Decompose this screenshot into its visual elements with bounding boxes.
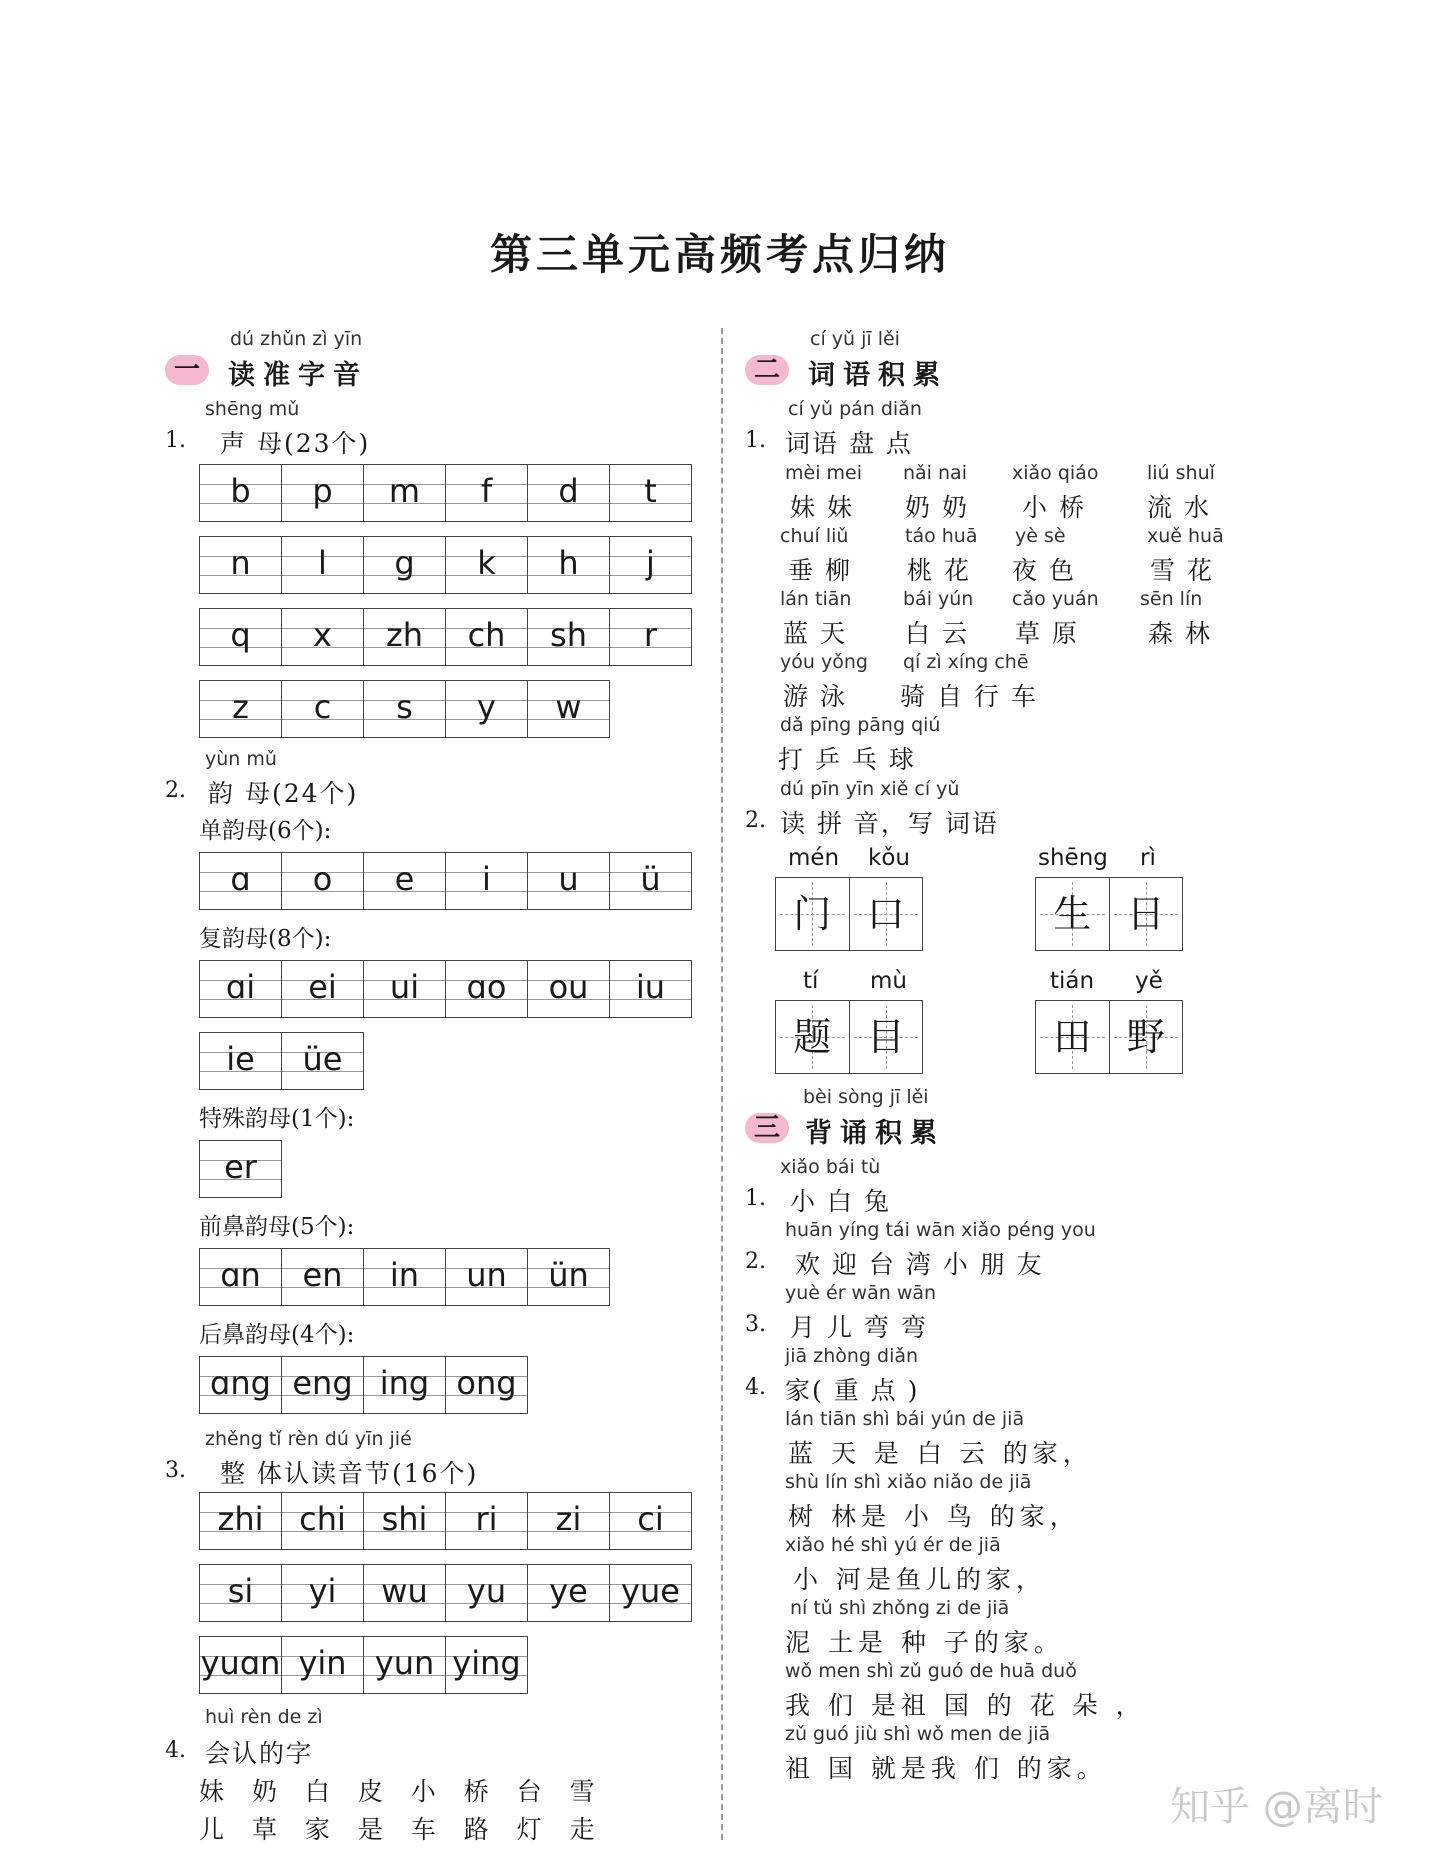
write-pinyin: mù	[870, 968, 907, 994]
pinyin-cell: ɑ	[200, 852, 282, 910]
pinyin-cell: zi	[528, 1492, 610, 1550]
r-q1-pinyin: cí yǔ pán diǎn	[788, 398, 922, 420]
compound-finals-row-2	[199, 1032, 364, 1090]
recite-number: 4.	[745, 1375, 766, 1400]
r-q2-label: 读 拼 音，写 词语	[780, 809, 999, 838]
poem-line: 蓝 天 是 白 云 的家，	[788, 1439, 1093, 1468]
section2-pinyin: cí yǔ jī lěi	[810, 328, 900, 350]
section3-title: 背诵积累	[805, 1118, 945, 1149]
pinyin-cell: yun	[364, 1636, 446, 1694]
r-q2-number: 2.	[745, 808, 766, 833]
word-pinyin: sēn lín	[1140, 588, 1203, 610]
initials-row-1	[199, 464, 692, 522]
poem-line: 祖 国 就是我 们 的家。	[785, 1754, 1107, 1783]
pinyin-cell: zhi	[200, 1492, 282, 1550]
pinyin-cell: k	[446, 536, 528, 594]
pinyin-cell: ui	[364, 960, 446, 1018]
q3-pinyin: zhěng tǐ rèn dú yīn jié	[205, 1428, 412, 1450]
word-pinyin: nǎi nai	[903, 462, 967, 484]
syllables-row-2	[199, 1564, 692, 1622]
word-hanzi: 夜 色	[1012, 556, 1076, 585]
poem-pinyin: xiǎo hé shì yú ér de jiā	[785, 1534, 1001, 1556]
back-nasal-label: 后鼻韵母(4个):	[199, 1322, 355, 1348]
write-pinyin: tián	[1050, 968, 1095, 994]
word-hanzi: 奶 奶	[905, 493, 969, 522]
pinyin-cell: ün	[528, 1248, 610, 1306]
front-nasal-label: 前鼻韵母(5个):	[199, 1214, 355, 1240]
pinyin-cell: f	[446, 464, 528, 522]
pinyin-cell: ɑn	[200, 1248, 282, 1306]
writing-grid	[775, 877, 923, 951]
pinyin-cell: h	[528, 536, 610, 594]
word-hanzi: 妹 妹	[790, 493, 854, 522]
pinyin-cell: eng	[282, 1356, 364, 1414]
q3-number: 3.	[165, 1458, 186, 1483]
pinyin-cell: ɑi	[200, 960, 282, 1018]
pinyin-cell: yin	[282, 1636, 364, 1694]
q4-label: 会认的字	[205, 1739, 314, 1768]
pinyin-cell: sh	[528, 608, 610, 666]
pinyin-cell: si	[200, 1564, 282, 1622]
section2-title: 词语积累	[808, 360, 948, 391]
front-nasal-row	[199, 1248, 610, 1306]
word-hanzi: 游 泳	[783, 682, 847, 711]
pinyin-cell: in	[364, 1248, 446, 1306]
compound-finals-row-1	[199, 960, 692, 1018]
section1-pinyin: dú zhǔn zì yīn	[230, 328, 363, 350]
pinyin-cell: n	[200, 536, 282, 594]
pinyin-cell: ing	[364, 1356, 446, 1414]
pinyin-cell: w	[528, 680, 610, 738]
recite-title: 家( 重 点 )	[785, 1376, 920, 1405]
pinyin-cell: yu	[446, 1564, 528, 1622]
q2-number: 2.	[165, 778, 186, 803]
write-pinyin: tí	[803, 968, 819, 994]
pinyin-cell: üe	[282, 1032, 364, 1090]
recite-number: 3.	[745, 1312, 766, 1337]
word-pinyin: yóu yǒng	[780, 651, 868, 673]
pinyin-cell: y	[446, 680, 528, 738]
write-pinyin: yě	[1135, 968, 1163, 994]
pinyin-cell: p	[282, 464, 364, 522]
pinyin-cell: s	[364, 680, 446, 738]
pinyin-cell: l	[282, 536, 364, 594]
recite-pinyin: yuè ér wān wān	[785, 1282, 937, 1304]
poem-pinyin: ní tǔ shì zhǒng zi de jiā	[790, 1597, 1010, 1619]
pinyin-cell: ci	[610, 1492, 692, 1550]
section2-badge: 二	[745, 355, 789, 385]
poem-line: 树 林是 小 鸟 的家，	[788, 1502, 1080, 1531]
word-pinyin: qí zì xíng chē	[903, 651, 1029, 673]
writing-grid	[775, 1000, 923, 1074]
word-pinyin: lán tiān	[780, 588, 852, 610]
word-hanzi: 流 水	[1147, 493, 1211, 522]
poem-line: 小 河是鱼儿的家，	[793, 1565, 1046, 1594]
grid-cell: 野	[1110, 1001, 1183, 1073]
section1-badge: 一	[165, 355, 209, 385]
recite-pinyin: jiā zhòng diǎn	[785, 1345, 919, 1367]
grid-cell: 日	[1110, 878, 1183, 950]
single-finals-label: 单韵母(6个):	[199, 818, 332, 844]
grid-cell: 田	[1036, 1001, 1110, 1073]
watermark: 知乎 @离时	[1170, 1784, 1383, 1830]
q1-label: 声 母(23个)	[220, 429, 371, 458]
word-pinyin: liú shuǐ	[1147, 462, 1215, 484]
word-pinyin: chuí liǔ	[780, 525, 849, 547]
pinyin-cell: chi	[282, 1492, 364, 1550]
word-pinyin: yè sè	[1015, 525, 1066, 547]
pinyin-cell: e	[364, 852, 446, 910]
word-hanzi: 垂 柳	[788, 556, 852, 585]
word-pinyin: xuě huā	[1147, 525, 1224, 547]
pinyin-cell: en	[282, 1248, 364, 1306]
word-pinyin: xiǎo qiáo	[1012, 462, 1099, 484]
back-nasal-row	[199, 1356, 528, 1414]
pinyin-cell: t	[610, 464, 692, 522]
pinyin-cell: ong	[446, 1356, 528, 1414]
word-hanzi: 蓝 天	[783, 619, 847, 648]
recite-number: 1.	[745, 1186, 766, 1211]
word-hanzi: 草 原	[1015, 619, 1079, 648]
recite-number: 2.	[745, 1249, 766, 1274]
q3-label: 整 体认读音节(16个)	[220, 1459, 479, 1488]
pinyin-cell: ou	[528, 960, 610, 1018]
special-finals-label: 特殊韵母(1个):	[199, 1106, 355, 1132]
section1-title: 读准字音	[228, 360, 368, 391]
write-pinyin: kǒu	[868, 845, 910, 871]
syllables-row-1	[199, 1492, 692, 1550]
pinyin-cell: b	[200, 464, 282, 522]
pinyin-cell: c	[282, 680, 364, 738]
section3-badge: 三	[745, 1113, 789, 1143]
pinyin-cell: yi	[282, 1564, 364, 1622]
pinyin-cell: ɑo	[446, 960, 528, 1018]
word-hanzi: 雪 花	[1150, 556, 1214, 585]
page-title: 第三单元高频考点归纳	[489, 230, 950, 279]
grid-cell: 目	[850, 1001, 923, 1073]
writing-grid	[1035, 1000, 1183, 1074]
word-pinyin: bái yún	[903, 588, 974, 610]
pinyin-cell: ü	[610, 852, 692, 910]
word-hanzi: 小 桥	[1022, 493, 1086, 522]
pinyin-cell: u	[528, 852, 610, 910]
initials-row-3	[199, 608, 692, 666]
recite-title: 月 儿 弯 弯	[790, 1313, 928, 1342]
pinyin-cell: d	[528, 464, 610, 522]
compound-finals-label: 复韵母(8个):	[199, 926, 332, 952]
q1-number: 1.	[165, 428, 186, 453]
pinyin-cell: i	[446, 852, 528, 910]
pinyin-cell: z	[200, 680, 282, 738]
pinyin-cell: x	[282, 608, 364, 666]
section3-pinyin: bèi sòng jī lěi	[803, 1086, 929, 1108]
pinyin-cell: m	[364, 464, 446, 522]
q2-label: 韵 母(24个)	[208, 779, 359, 808]
r-q2-pinyin: dú pīn yīn xiě cí yǔ	[780, 778, 960, 800]
recite-title: 小 白 兔	[790, 1187, 891, 1216]
special-finals-row	[199, 1140, 282, 1198]
word-hanzi: 打 乒 乓 球	[778, 745, 916, 774]
pinyin-cell: ie	[200, 1032, 282, 1090]
syllables-row-3	[199, 1636, 528, 1694]
recite-pinyin: xiǎo bái tù	[780, 1156, 881, 1178]
word-pinyin: táo huā	[905, 525, 978, 547]
q4-pinyin: huì rèn de zì	[205, 1706, 323, 1728]
pinyin-cell: zh	[364, 608, 446, 666]
grid-cell: 题	[776, 1001, 850, 1073]
poem-line: 我 们 是祖 国 的 花 朵 ，	[785, 1691, 1146, 1720]
pinyin-cell: q	[200, 608, 282, 666]
word-pinyin: dǎ pīng pāng qiú	[780, 714, 941, 736]
pinyin-cell: yue	[610, 1564, 692, 1622]
poem-pinyin: wǒ men shì zǔ guó de huā duǒ	[785, 1660, 1077, 1682]
characters-line-1: 妹 奶 白 皮 小 桥 台 雪	[199, 1777, 605, 1806]
word-hanzi: 骑 自 行 车	[900, 682, 1038, 711]
word-pinyin: cǎo yuán	[1012, 588, 1099, 610]
pinyin-cell: shi	[364, 1492, 446, 1550]
poem-line: 泥 土是 种 子的家。	[785, 1628, 1064, 1657]
write-pinyin: shēng	[1038, 845, 1108, 871]
pinyin-cell: yuɑn	[200, 1636, 282, 1694]
pinyin-cell: g	[364, 536, 446, 594]
r-q1-number: 1.	[745, 428, 766, 453]
grid-cell: 生	[1036, 878, 1110, 950]
grid-cell: 口	[850, 878, 923, 950]
pinyin-cell: ri	[446, 1492, 528, 1550]
r-q1-label: 词语 盘 点	[785, 429, 913, 458]
characters-line-2: 儿 草 家 是 车 路 灯 走	[199, 1815, 605, 1844]
poem-pinyin: lán tiān shì bái yún de jiā	[785, 1408, 1025, 1430]
pinyin-cell: wu	[364, 1564, 446, 1622]
recite-title: 欢 迎 台 湾 小 朋 友	[795, 1250, 1044, 1279]
poem-pinyin: zǔ guó jiù shì wǒ men de jiā	[785, 1723, 1051, 1745]
write-pinyin: mén	[788, 845, 840, 871]
pinyin-cell: r	[610, 608, 692, 666]
word-pinyin: mèi mei	[785, 462, 862, 484]
poem-pinyin: shù lín shì xiǎo niǎo de jiā	[785, 1471, 1032, 1493]
pinyin-cell: ei	[282, 960, 364, 1018]
pinyin-cell: ying	[446, 1636, 528, 1694]
pinyin-cell: ye	[528, 1564, 610, 1622]
grid-cell: 门	[776, 878, 850, 950]
pinyin-cell: un	[446, 1248, 528, 1306]
recite-pinyin: huān yíng tái wān xiǎo péng you	[785, 1219, 1096, 1241]
pinyin-cell: iu	[610, 960, 692, 1018]
q2-pinyin: yùn mǔ	[205, 748, 277, 770]
word-hanzi: 森 林	[1148, 619, 1212, 648]
column-divider	[721, 328, 723, 1840]
write-pinyin: rì	[1140, 845, 1156, 871]
initials-row-4	[199, 680, 610, 738]
q1-pinyin: shēng mǔ	[205, 398, 300, 420]
q4-number: 4.	[165, 1738, 186, 1763]
initials-row-2	[199, 536, 692, 594]
pinyin-cell: j	[610, 536, 692, 594]
single-finals-row	[199, 852, 692, 910]
word-hanzi: 桃 花	[907, 556, 971, 585]
pinyin-cell: ch	[446, 608, 528, 666]
pinyin-cell: o	[282, 852, 364, 910]
writing-grid	[1035, 877, 1183, 951]
pinyin-cell: er	[200, 1140, 282, 1198]
word-hanzi: 白 云	[905, 619, 969, 648]
pinyin-cell: ɑng	[200, 1356, 282, 1414]
